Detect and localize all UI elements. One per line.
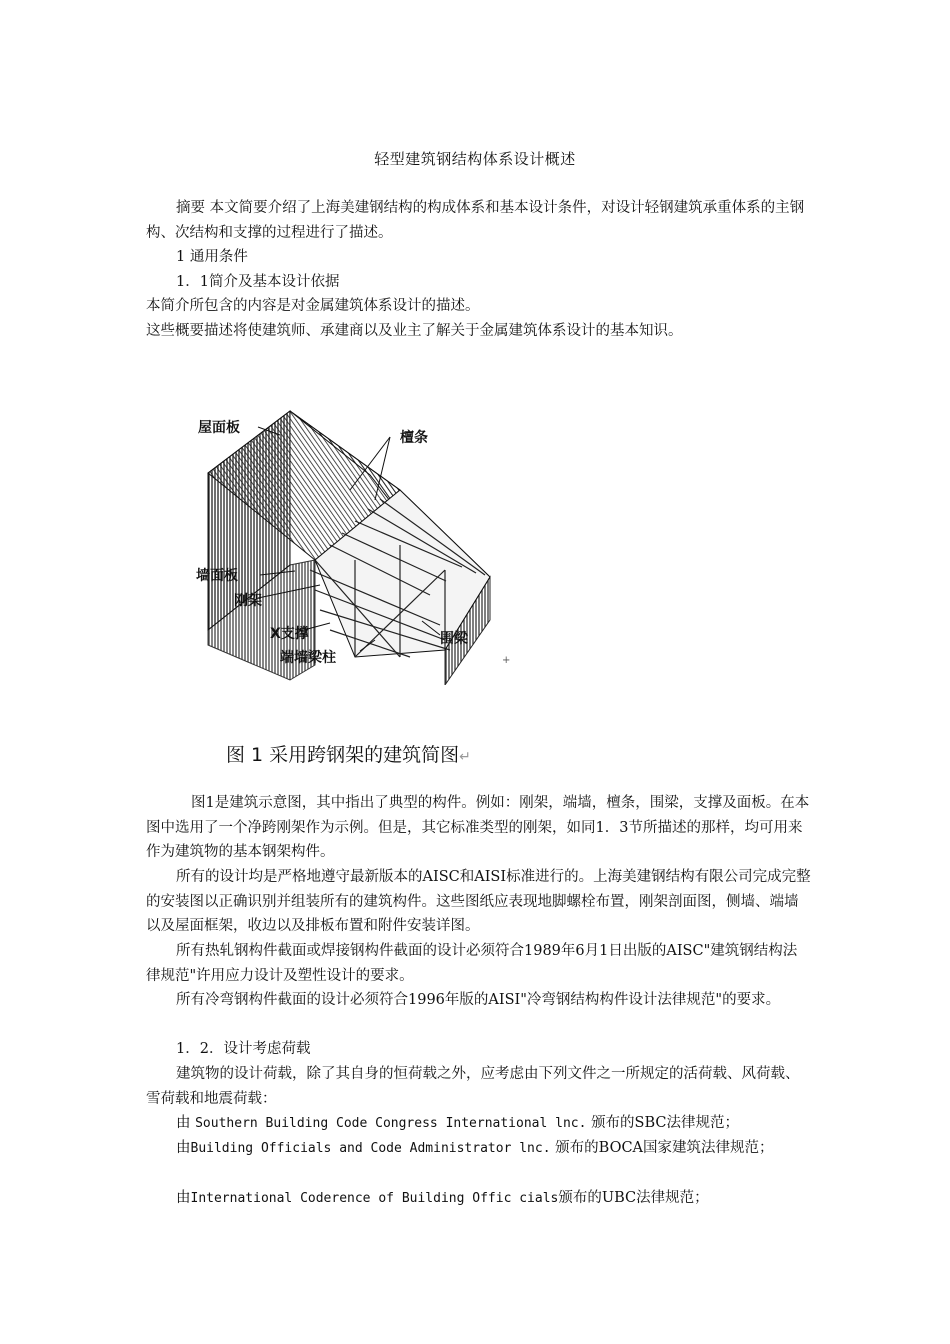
intro-line-2: 这些概要描述将使建筑师、承建商以及业主了解关于金属建筑体系设计的基本知识。 — [146, 323, 683, 339]
doc-title: 轻型建筑钢结构体系设计概述 — [374, 150, 576, 168]
hot-rolled-paragraph: 所有热轧钢构件截面或焊接钢构件截面的设计必须符合1989年6月1日出版的AISC"建筑钢结构法律规范"许用应力设计及塑性设计的要求。 — [146, 943, 798, 984]
code-boca-prefix: 由 — [176, 1140, 191, 1156]
code-ubc-org: International Coderence of Building Offic cials — [190, 1191, 559, 1206]
code-line-ubc — [176, 1186, 709, 1212]
label-wall-panel: 墙面板 — [196, 568, 238, 584]
figure-description-paragraph: 图1是建筑示意图，其中指出了典型的构件。例如：刚架，端墙，檀条，围梁，支撑及面板。在本图中选用了一个净跨刚架作为示例。但是，其它标准类型的刚架，如同1．3节所描述的那样，均可用来作为建筑物的基本钢架构件。 — [146, 795, 810, 860]
code-boca-suffix: 颁布的BOCA国家建筑法律规范； — [555, 1140, 774, 1156]
label-end-wall-column: 端墙梁柱 — [280, 650, 336, 666]
label-girt: 围梁 — [440, 631, 468, 647]
building-sketch — [190, 395, 520, 685]
small-cross-mark: + — [502, 655, 511, 666]
label-purlin: 檀条 — [400, 430, 428, 446]
code-line-boca — [176, 1136, 774, 1162]
code-sbc-prefix: 由 — [176, 1115, 191, 1131]
paragraph-mark-icon: ↵ — [459, 749, 471, 765]
label-roof-panel: 屋面板 — [198, 420, 240, 436]
label-x-brace: X支撑 — [270, 626, 309, 642]
code-ubc-suffix: 颁布的UBC法律规范； — [558, 1190, 709, 1206]
design-standards-paragraph: 所有的设计均是严格地遵守最新版本的AISC和AISI标准进行的。上海美建钢结构有限公司完成完整的安装图以正确识别并组装所有的建筑构件。这些图纸应表现地脚螺栓布置，刚架剖面图，侧墙、端墙以及屋面框架，收边以及排板布置和附件安装详图。 — [146, 869, 811, 934]
cold-formed-paragraph: 所有冷弯钢构件截面的设计必须符合1996年版的AISI"冷弯钢结构构件设计法律规范"的要求。 — [176, 992, 781, 1008]
figure-caption — [226, 740, 471, 767]
section-heading-1-2: 1．2．设计考虑荷载 — [176, 1041, 311, 1057]
code-ubc-prefix: 由 — [176, 1190, 191, 1206]
building-diagram — [190, 395, 520, 685]
section-heading-1-1: 1．1简介及基本设计依据 — [176, 274, 340, 290]
loads-paragraph: 建筑物的设计荷载，除了其自身的恒荷载之外，应考虑由下列文件之一所规定的活荷载、风荷载、雪荷载和地震荷载： — [146, 1066, 800, 1107]
code-sbc-suffix: 颁布的SBC法律规范； — [591, 1115, 740, 1131]
label-rigid-frame: 刚架 — [234, 593, 262, 609]
code-sbc-org: Southern Building Code Congress International lnc. — [195, 1116, 587, 1131]
section-heading-1: 1 通用条件 — [176, 249, 248, 265]
figure-caption-text: 图 1 采用跨钢架的建筑简图 — [226, 744, 460, 766]
abstract-paragraph: 摘要 本文简要介绍了上海美建钢结构的构成体系和基本设计条件，对设计轻钢建筑承重体系的主钢构、次结构和支撑的过程进行了描述。 — [146, 200, 805, 241]
code-line-sbc — [176, 1111, 739, 1137]
code-boca-org: Building Officials and Code Administrator lnc. — [190, 1141, 551, 1156]
intro-line-1: 本简介所包含的内容是对金属建筑体系设计的描述。 — [146, 298, 480, 314]
